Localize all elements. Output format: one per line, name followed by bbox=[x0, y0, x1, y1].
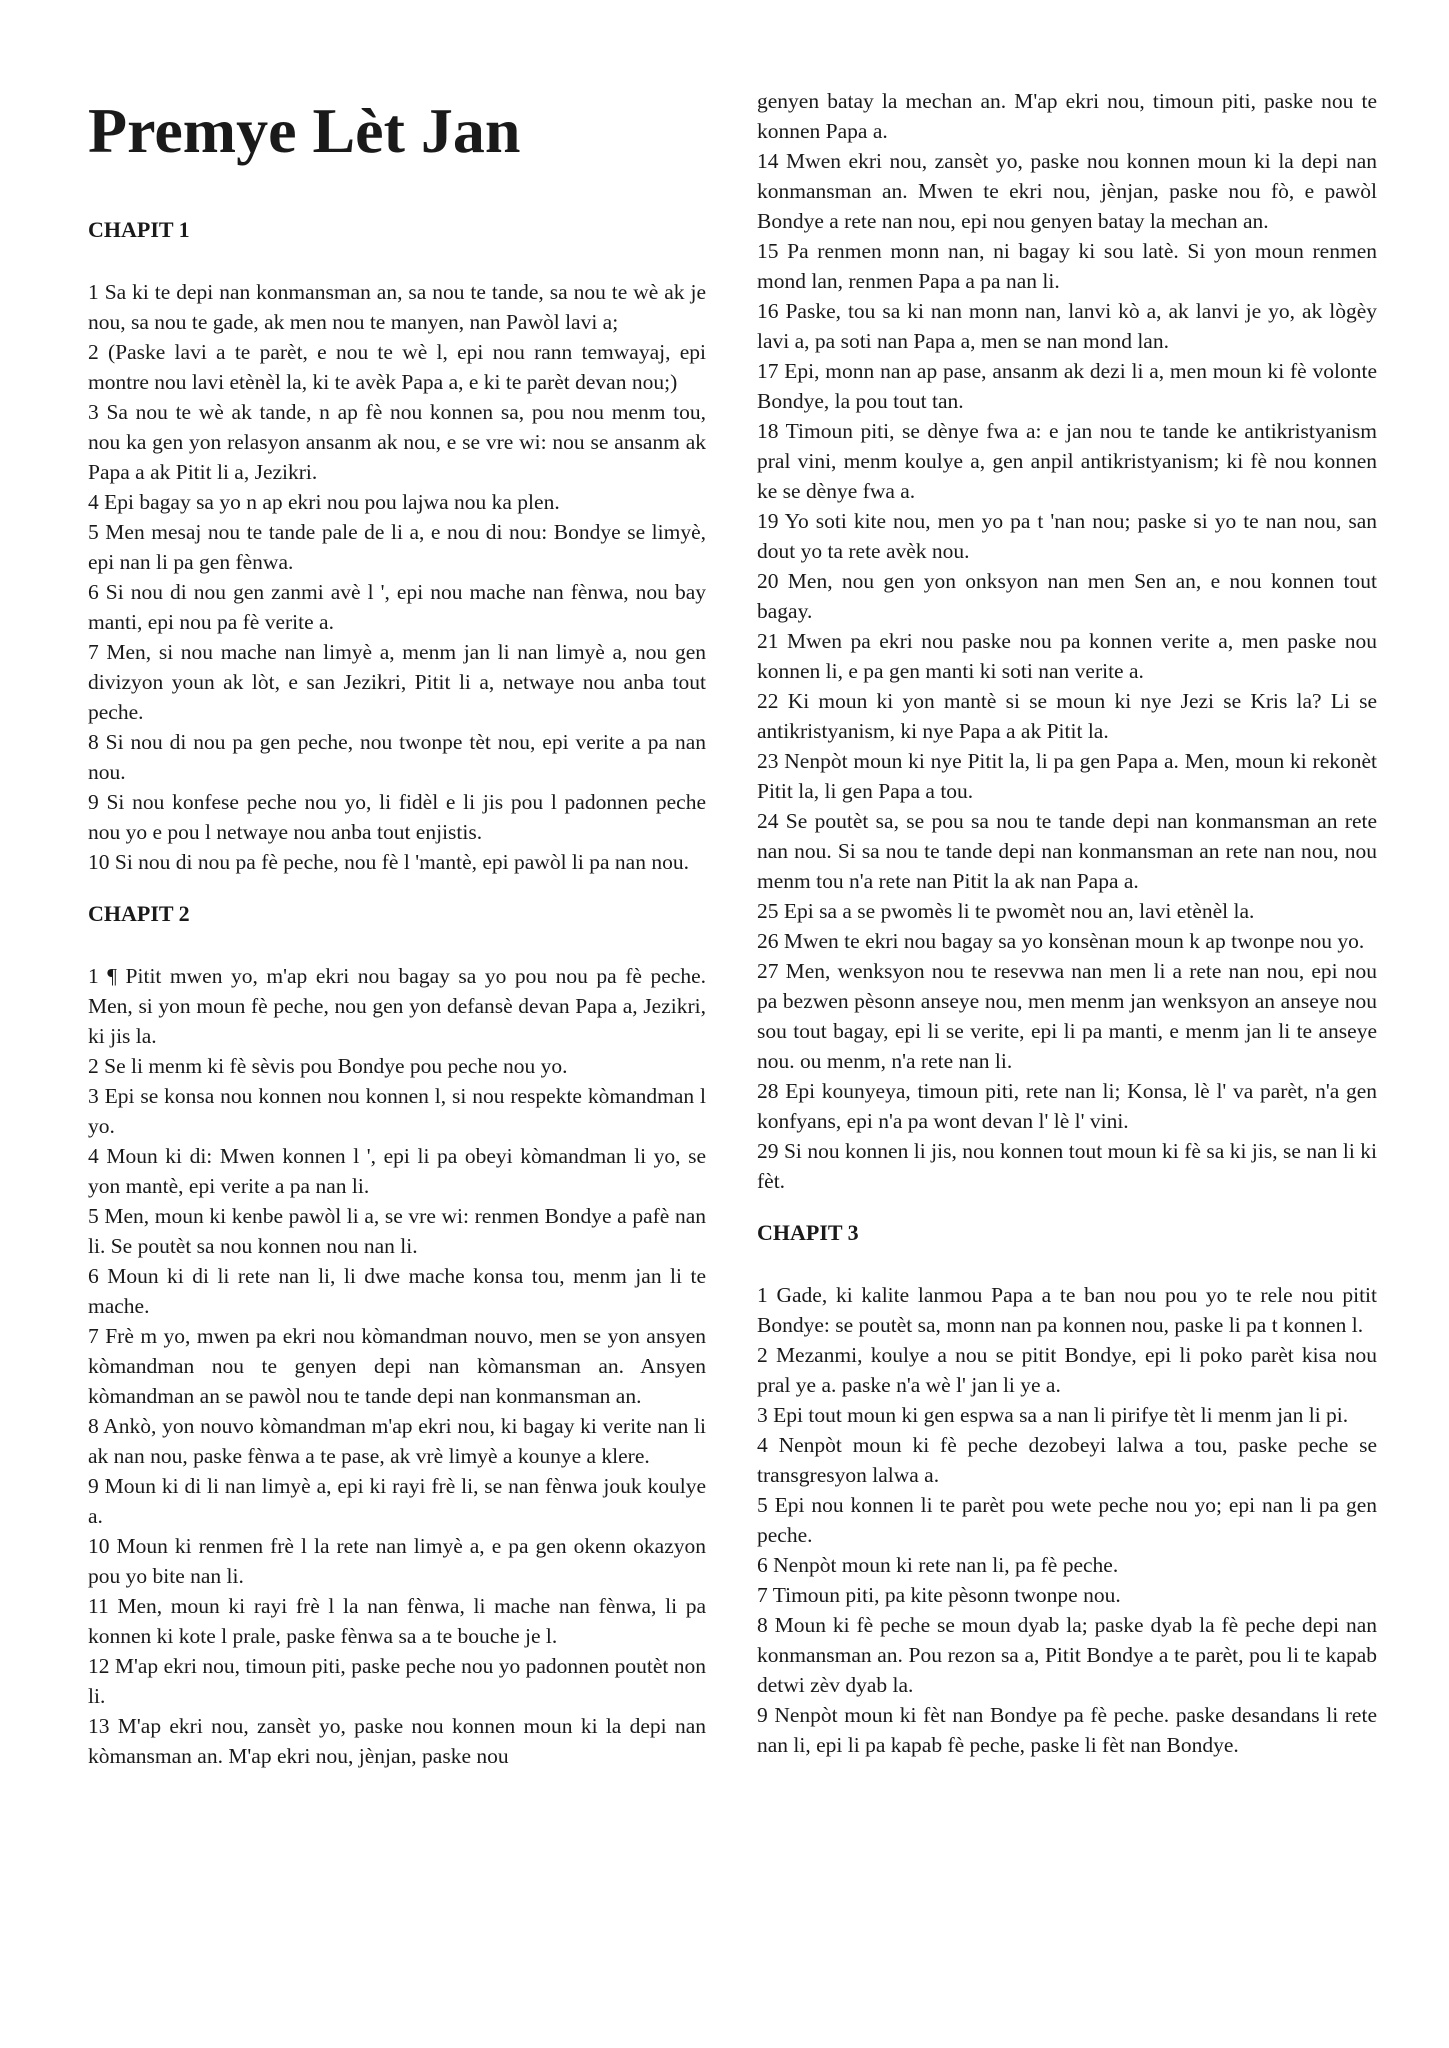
verse-2-24: 24 Se poutèt sa, se pou sa nou te tande depi nan konmansman an rete nan nou. Si sa nou te tande depi nan konmansman an rete nan nou, nou menm tou n'a rete nan Pitit la ak nan Papa a. bbox=[757, 809, 1377, 893]
verse-2-5: 5 Men, moun ki kenbe pawòl li a, se vre wi: renmen Bondye a pafè nan li. Se poutèt sa nou konnen nou nan li. bbox=[88, 1204, 706, 1258]
verse-1-9: 9 Si nou konfese peche nou yo, li fidèl e li jis pou l padonnen peche nou yo e pou l netwaye nou anba tout enjistis. bbox=[88, 790, 706, 844]
verse-2-3: 3 Epi se konsa nou konnen nou konnen l, si nou respekte kòmandman l yo. bbox=[88, 1084, 706, 1138]
verse-3-1: 1 Gade, ki kalite lanmou Papa a te ban nou pou yo te rele nou pitit Bondye: se poutèt sa, monn nan pa konnen nou, paske li pa t konnen l. bbox=[757, 1283, 1377, 1337]
verse-1-3: 3 Sa nou te wè ak tande, n ap fè nou konnen sa, pou nou menm tou, nou ka gen yon relasyon ansanm ak nou, e se vre wi: nou se ansanm ak Papa a ak Pitit li a, Jezikri. bbox=[88, 400, 706, 484]
verse-1-10: 10 Si nou di nou pa fè peche, nou fè l 'mantè, epi pawòl li pa nan nou. bbox=[88, 850, 689, 874]
verse-3-8: 8 Moun ki fè peche se moun dyab la; paske dyab la fè peche depi nan konmansman an. Pou rezon sa a, Pitit Bondye a te parèt, pou li te kapab detwi zèv dyab la. bbox=[757, 1613, 1377, 1697]
verse-2-8: 8 Ankò, yon nouvo kòmandman m'ap ekri nou, ki bagay ki verite nan li ak nan nou, paske fènwa a te pase, ak vrè limyè a kounye a klere. bbox=[88, 1414, 706, 1468]
verse-2-19: 19 Yo soti kite nou, men yo pa t 'nan nou; paske si yo te nan nou, san dout yo ta rete avèk nou. bbox=[757, 509, 1377, 563]
verse-2-21: 21 Mwen pa ekri nou paske nou pa konnen verite a, men paske nou konnen li, e pa gen manti ki soti nan verite a. bbox=[757, 629, 1377, 683]
verse-1-5: 5 Men mesaj nou te tande pale de li a, e nou di nou: Bondye se limyè, epi nan li pa gen fènwa. bbox=[88, 520, 706, 574]
verse-2-9: 9 Moun ki di li nan limyè a, epi ki rayi frè li, se nan fènwa jouk koulye a. bbox=[88, 1474, 706, 1528]
verse-2-2: 2 Se li menm ki fè sèvis pou Bondye pou peche nou yo. bbox=[88, 1054, 568, 1078]
left-column bbox=[88, 0, 706, 1771]
verse-2-14: 14 Mwen ekri nou, zansèt yo, paske nou konnen moun ki la depi nan konmansman an. Mwen te ekri nou, jènjan, paske nou fò, e pawòl Bondye a rete nan nou, epi nou genyen batay la mechan an. bbox=[757, 149, 1377, 233]
verse-2-10: 10 Moun ki renmen frè l la rete nan limyè a, e pa gen okenn okazyon pou yo bite nan li. bbox=[88, 1534, 706, 1588]
verse-2-13-cont: genyen batay la mechan an. M'ap ekri nou, timoun piti, paske nou te konnen Papa a. bbox=[757, 89, 1377, 143]
verse-1-2: 2 (Paske lavi a te parèt, e nou te wè l, epi nou rann temwayaj, epi montre nou lavi etènèl la, ki te avèk Papa a, e ki te parèt devan nou;) bbox=[88, 340, 706, 394]
chapter-2-verses bbox=[88, 961, 706, 1771]
verse-1-4: 4 Epi bagay sa yo n ap ekri nou pou lajwa nou ka plen. bbox=[88, 490, 560, 514]
verse-2-7: 7 Frè m yo, mwen pa ekri nou kòmandman nouvo, men se yon ansyen kòmandman nou te genyen depi nan kòmansman an. Ansyen kòmandman an se pawòl nou te tande depi nan konmansman an. bbox=[88, 1324, 706, 1408]
verse-2-12: 12 M'ap ekri nou, timoun piti, paske peche nou yo padonnen poutèt non li. bbox=[88, 1654, 706, 1708]
chapter-3-heading: CHAPIT 3 bbox=[757, 1220, 859, 1245]
verse-2-27: 27 Men, wenksyon nou te resevwa nan men li a rete nan nou, epi nou pa bezwen pèsonn anseye nou, men menm jan wenksyon an anseye nou sou tout bagay, epi li se verite, epi li pa manti, e menm jan li te anseye nou. ou menm, n'a rete nan li. bbox=[757, 959, 1377, 1073]
verse-2-1: 1 ¶ Pitit mwen yo, m'ap ekri nou bagay sa yo pou nou pa fè peche. Men, si yon moun fè peche, nou gen yon defansè devan Papa a, Jezikri, ki jis la. bbox=[88, 964, 706, 1048]
verse-3-6: 6 Nenpòt moun ki rete nan li, pa fè peche. bbox=[757, 1553, 1119, 1577]
verse-2-20: 20 Men, nou gen yon onksyon nan men Sen an, e nou konnen tout bagay. bbox=[757, 569, 1377, 623]
verse-2-22: 22 Ki moun ki yon mantè si se moun ki nye Jezi se Kris la? Li se antikristyanism, ki nye Papa a ak Pitit la. bbox=[757, 689, 1377, 743]
verse-1-1: 1 Sa ki te depi nan konmansman an, sa nou te tande, sa nou te wè ak je nou, sa nou te gade, ak men nou te manyen, nan Pawòl lavi a; bbox=[88, 280, 706, 334]
chapter-1-heading: CHAPIT 1 bbox=[88, 217, 190, 242]
verse-2-28: 28 Epi kounyeya, timoun piti, rete nan li; Konsa, lè l' va parèt, n'a gen konfyans, epi n'a pa wont devan l' lè l' vini. bbox=[757, 1079, 1377, 1133]
verse-1-8: 8 Si nou di nou pa gen peche, nou twonpe tèt nou, epi verite a pa nan nou. bbox=[88, 730, 706, 784]
verse-3-7: 7 Timoun piti, pa kite pèsonn twonpe nou. bbox=[757, 1583, 1121, 1607]
verse-1-7: 7 Men, si nou mache nan limyè a, menm jan li nan limyè a, nou gen divizyon youn ak lòt, e san Jezikri, Pitit li a, netwaye nou anba tout peche. bbox=[88, 640, 706, 724]
verse-2-17: 17 Epi, monn nan ap pase, ansanm ak dezi li a, men moun ki fè volonte Bondye, la pou tout tan. bbox=[757, 359, 1377, 413]
verse-2-4: 4 Moun ki di: Mwen konnen l ', epi li pa obeyi kòmandman li yo, se yon mantè, epi verite a pa nan li. bbox=[88, 1144, 706, 1198]
verse-3-9: 9 Nenpòt moun ki fèt nan Bondye pa fè peche. paske desandans li rete nan li, epi li pa kapab fè peche, paske li fèt nan Bondye. bbox=[757, 1703, 1377, 1757]
book-title: Premye Lèt Jan bbox=[88, 95, 521, 166]
right-column bbox=[757, 0, 1377, 1760]
verse-2-25: 25 Epi sa a se pwomès li te pwomèt nou an, lavi etènèl la. bbox=[757, 899, 1255, 923]
verse-2-16: 16 Paske, tou sa ki nan monn nan, lanvi kò a, ak lanvi je yo, ak lògèy lavi a, pa soti nan Papa a, men se nan mond lan. bbox=[757, 299, 1377, 353]
verse-2-29: 29 Si nou konnen li jis, nou konnen tout moun ki fè sa ki jis, se nan li ki fèt. bbox=[757, 1139, 1377, 1193]
verse-2-23: 23 Nenpòt moun ki nye Pitit la, li pa gen Papa a. Men, moun ki rekonèt Pitit la, li gen Papa a tou. bbox=[757, 749, 1377, 803]
verse-3-5: 5 Epi nou konnen li te parèt pou wete peche nou yo; epi nan li pa gen peche. bbox=[757, 1493, 1377, 1547]
chapter-3-verses bbox=[757, 1280, 1377, 1760]
verse-3-4: 4 Nenpòt moun ki fè peche dezobeyi lalwa a tou, paske peche se transgresyon lalwa a. bbox=[757, 1433, 1377, 1487]
verse-2-13: 13 M'ap ekri nou, zansèt yo, paske nou konnen moun ki la depi nan kòmansman an. M'ap ekri nou, jènjan, paske nou bbox=[88, 1714, 706, 1768]
chapter-2-heading: CHAPIT 2 bbox=[88, 901, 190, 926]
verse-2-26: 26 Mwen te ekri nou bagay sa yo konsènan moun k ap twonpe nou yo. bbox=[757, 929, 1365, 953]
verse-2-6: 6 Moun ki di li rete nan li, li dwe mache konsa tou, menm jan li te mache. bbox=[88, 1264, 706, 1318]
verse-3-2: 2 Mezanmi, koulye a nou se pitit Bondye, epi li poko parèt kisa nou pral ye a. paske n'a wè l' jan li ye a. bbox=[757, 1343, 1377, 1397]
chapter-1-verses bbox=[88, 277, 706, 877]
verse-2-15: 15 Pa renmen monn nan, ni bagay ki sou latè. Si yon moun renmen mond lan, renmen Papa a pa nan li. bbox=[757, 239, 1377, 293]
verse-2-11: 11 Men, moun ki rayi frè l la nan fènwa, li mache nan fènwa, li pa konnen ki kote l prale, paske fènwa sa a te bouche je l. bbox=[88, 1594, 706, 1648]
verse-3-3: 3 Epi tout moun ki gen espwa sa a nan li pirifye tèt li menm jan li pi. bbox=[757, 1403, 1349, 1427]
chapter-2-continued-verses bbox=[757, 86, 1377, 1196]
verse-2-18: 18 Timoun piti, se dènye fwa a: e jan nou te tande ke antikristyanism pral vini, menm koulye a, gen anpil antikristyanism; ki fè nou konnen ke se dènye fwa a. bbox=[757, 419, 1377, 503]
verse-1-6: 6 Si nou di nou gen zanmi avè l ', epi nou mache nan fènwa, nou bay manti, epi nou pa fè verite a. bbox=[88, 580, 706, 634]
